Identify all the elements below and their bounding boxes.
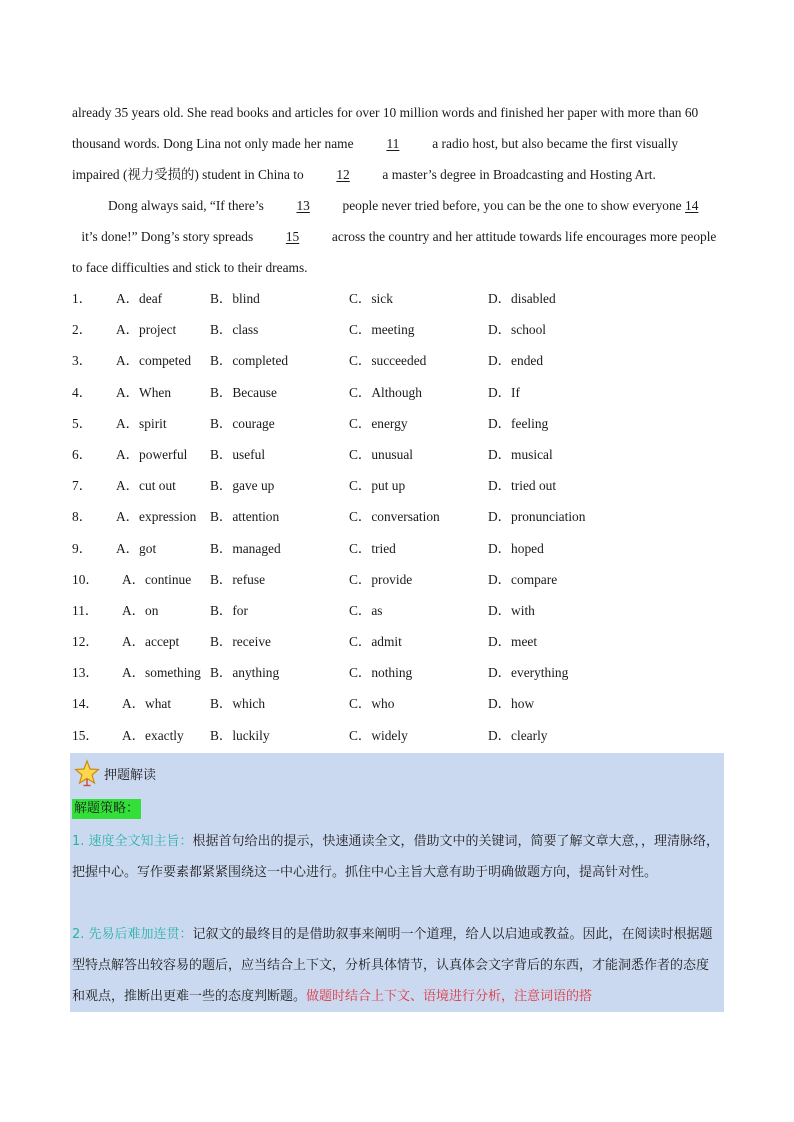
blank-12: 12 (336, 167, 350, 182)
question-number: 4． (72, 384, 93, 400)
blank-13: 13 (296, 198, 310, 213)
question-row (72, 470, 732, 501)
question-row (72, 595, 732, 626)
question-row (72, 626, 732, 657)
passage-paragraph-2 (72, 190, 724, 283)
option-a: A．continue (122, 571, 192, 587)
option-d: D．pronunciation (488, 509, 586, 525)
option-b: B．Because (210, 384, 277, 400)
option-a: A．expression (116, 509, 197, 525)
option-a: A．what (122, 696, 172, 712)
star-icon (74, 759, 100, 787)
option-b: B．useful (210, 446, 266, 462)
option-d: D．meet (488, 634, 538, 650)
option-c: C．tried (349, 540, 396, 556)
tip-2-highlight: 做题时结合上下文、语境进行分析，注意词语的搭 (306, 989, 593, 1004)
question-row (72, 501, 732, 532)
blank-15: 15 (285, 229, 300, 244)
option-a: A．project (116, 322, 177, 338)
question-number: 9． (72, 540, 93, 556)
question-number: 6． (72, 446, 93, 462)
option-c: C．energy (349, 415, 408, 431)
option-d: D．everything (488, 665, 569, 681)
passage-text: Dong always said, “If there’s (108, 198, 264, 213)
tip-1 (72, 826, 720, 888)
question-number: 3． (72, 353, 93, 369)
option-d: D．ended (488, 353, 544, 369)
option-d: D．hoped (488, 540, 544, 556)
option-c: C．nothing (349, 665, 413, 681)
option-d: D．clearly (488, 727, 548, 743)
option-c: C．widely (349, 727, 408, 743)
option-b: B．anything (210, 665, 280, 681)
blank-14: 14 (685, 198, 699, 213)
question-number: 15． (72, 727, 99, 743)
question-row (72, 408, 732, 439)
option-c: C．Although (349, 384, 422, 400)
option-b: B．luckily (210, 727, 270, 743)
question-number: 1． (72, 291, 93, 306)
option-a: A．accept (122, 634, 180, 650)
question-row (72, 377, 732, 408)
question-row (72, 657, 732, 688)
option-b: B．gave up (210, 478, 275, 494)
passage-text: already 35 years old. She read books and articles for over 10 million words and finished her paper with more than 60 thousand words. Dong Lina not only made her name (72, 105, 699, 151)
passage-text: a master’s degree in Broadcasting and Hosting Art. (382, 167, 656, 182)
passage-text: people never tried before, you can be the one to show everyone (342, 198, 682, 213)
option-c: C．who (349, 696, 395, 712)
question-row (72, 688, 732, 719)
question-number: 13． (72, 665, 99, 681)
option-a: A．deaf (116, 291, 163, 306)
option-d: D．disabled (488, 291, 556, 306)
option-c: C．admit (349, 634, 402, 650)
passage-text: it’s done!” Dong’s story spreads (81, 229, 254, 244)
option-a: A．exactly (122, 727, 184, 743)
option-c: C．sick (349, 291, 393, 306)
option-c: C．conversation (349, 509, 440, 525)
option-d: D．feeling (488, 415, 549, 431)
passage-paragraph-1 (72, 97, 724, 190)
passage-text: a radio host, but also became the first visually impaired (视力受损的) student in China to (72, 136, 679, 182)
option-d: D．compare (488, 571, 558, 587)
panel-header (74, 759, 156, 787)
question-number: 14． (72, 696, 99, 712)
question-number: 10． (72, 571, 99, 587)
option-d: D．musical (488, 446, 553, 462)
exam-insight-panel (70, 753, 724, 1012)
option-b: B．which (210, 696, 266, 712)
option-d: D．how (488, 696, 535, 712)
option-a: A．spirit (116, 415, 167, 431)
option-c: C．succeeded (349, 353, 427, 369)
question-row (72, 720, 732, 751)
option-b: B．completed (210, 353, 289, 369)
option-b: B．refuse (210, 571, 266, 587)
question-number: 2． (72, 322, 93, 338)
option-d: D．tried out (488, 478, 557, 494)
option-a: A．on (122, 602, 159, 618)
option-a: A．powerful (116, 446, 188, 462)
option-b: B．courage (210, 415, 275, 431)
option-c: C．unusual (349, 446, 413, 462)
tip-2-body: 记叙文的最终目的是借助叙事来阐明一个道理，给人以启迪或教益。因此，在阅读时根据题型特点解答出较容易的题后，应当结合上下文，分析具体情节，认真体会文字背后的东西，才能洞悉作者的态度和观点，推断出更难一些的态度判断题。 (72, 927, 713, 1004)
strategy-label: 解题策略： (72, 799, 141, 819)
tip-2 (72, 919, 720, 1012)
option-a: A．When (116, 384, 172, 400)
question-row (72, 564, 732, 595)
option-c: C．meeting (349, 322, 415, 338)
option-a: A．competed (116, 353, 192, 369)
blank-11: 11 (386, 136, 400, 151)
option-d: D．school (488, 322, 547, 338)
tip-1-body: 根据首句给出的提示，快速通读全文，借助文中的关键词，简要了解文章大意，，理清脉络，把握中心。写作要素都紧紧围绕这一中心进行。抓住中心主旨大意有助于明确做题方向，提高针对性。 (72, 834, 720, 880)
option-a: A．cut out (116, 478, 176, 494)
question-row (72, 533, 732, 564)
option-b: B．attention (210, 509, 280, 525)
option-a: A．something (122, 665, 201, 681)
question-number: 7． (72, 478, 93, 494)
tip-2-heading: 2. 先易后难加连贯： (72, 927, 193, 942)
question-row (72, 314, 732, 345)
option-c: C．provide (349, 571, 413, 587)
question-options (72, 283, 732, 751)
option-b: B．for (210, 602, 248, 618)
question-row (72, 283, 732, 314)
question-row (72, 345, 732, 376)
question-row (72, 439, 732, 470)
passage-text: across the country and her attitude towards life encourages more people to face difficulties and stick to their dreams. (72, 229, 717, 275)
panel-title: 押题解读 (104, 767, 157, 783)
option-b: B．blind (210, 291, 260, 306)
tip-1-heading: 1. 速度全文知主旨： (72, 834, 193, 849)
question-number: 5． (72, 415, 93, 431)
question-number: 11． (72, 602, 99, 618)
option-b: B．receive (210, 634, 271, 650)
option-a: A．got (116, 540, 157, 556)
option-b: B．class (210, 322, 259, 338)
question-number: 8． (72, 509, 93, 525)
option-d: D．with (488, 602, 535, 618)
question-number: 12． (72, 634, 99, 650)
option-c: C．put up (349, 478, 406, 494)
option-c: C．as (349, 602, 383, 618)
option-d: D．If (488, 384, 520, 400)
option-b: B．managed (210, 540, 281, 556)
